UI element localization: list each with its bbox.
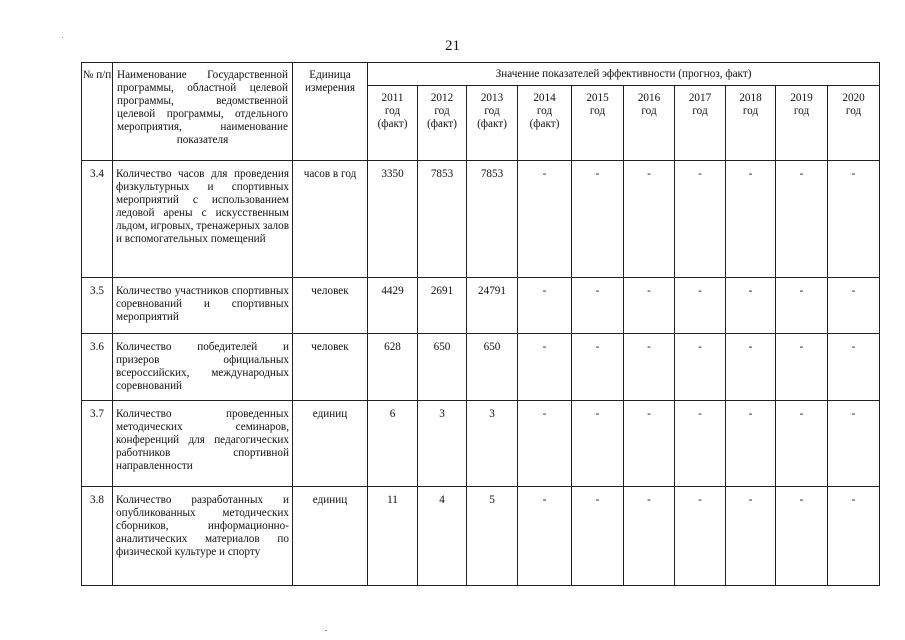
header-year-line: год: [742, 105, 759, 117]
indicator-value: 2691: [418, 278, 467, 334]
header-unit: Единица измерения: [293, 63, 368, 161]
indicator-value: -: [518, 278, 572, 334]
indicator-value: -: [675, 278, 726, 334]
header-name: Наименование Государственной программы, областной целевой программы, ведомственной целевой программы, отдельного мероприятия, наименование показателя: [113, 63, 293, 161]
indicator-value: -: [624, 278, 675, 334]
indicator-value: 4: [418, 487, 467, 586]
indicator-value: 7853: [467, 161, 518, 278]
indicator-value: 650: [467, 334, 518, 401]
indicator-value: -: [828, 278, 880, 334]
efficiency-indicators-table: [81, 62, 880, 586]
indicator-value: -: [828, 401, 880, 487]
indicator-value: -: [518, 401, 572, 487]
row-number: 3.5: [82, 278, 113, 334]
header-year-line: 2018: [739, 92, 762, 104]
header-year-line: год: [484, 105, 500, 117]
indicator-value: 24791: [467, 278, 518, 334]
unit-of-measure: единиц: [293, 401, 368, 487]
header-year-line: (факт): [377, 118, 408, 130]
header-year-9: [828, 86, 880, 161]
indicator-value: 4429: [368, 278, 418, 334]
indicator-value: 7853: [418, 161, 467, 278]
scan-artifact: [325, 630, 327, 631]
row-number: 3.6: [82, 334, 113, 401]
header-year-line: (факт): [477, 118, 507, 130]
indicator-value: -: [776, 401, 828, 487]
header-year-6: [675, 86, 726, 161]
indicator-name: Количество победителей и призеров официальных всероссийских, международных соревнований: [113, 334, 293, 401]
indicator-value: -: [518, 334, 572, 401]
header-year-2: [467, 86, 518, 161]
indicator-value: 11: [368, 487, 418, 586]
header-year-line: (факт): [427, 118, 457, 130]
indicator-value: -: [726, 401, 776, 487]
header-year-5: [624, 86, 675, 161]
indicator-value: -: [572, 334, 624, 401]
header-year-1: [418, 86, 467, 161]
indicator-value: -: [675, 401, 726, 487]
indicator-name: Количество разработанных и опубликованных методических сборников, информационно-аналитических материалов по физической культуре и спорту: [113, 487, 293, 586]
indicator-value: -: [776, 161, 828, 278]
header-year-line: год: [589, 105, 606, 117]
table-row: [82, 278, 880, 334]
indicator-value: 5: [467, 487, 518, 586]
indicator-name: Количество часов для проведения физкультурных и спортивных мероприятий с использованием ледовой арены с искусственным льдом, игровых, тренажерных залов и вспомогательных помещений: [113, 161, 293, 278]
indicator-value: -: [726, 334, 776, 401]
header-year-line: год: [434, 105, 450, 117]
row-number: 3.4: [82, 161, 113, 278]
indicator-value: -: [776, 278, 828, 334]
indicator-value: -: [572, 278, 624, 334]
header-year-line: 2014: [533, 92, 556, 104]
header-year-line: год: [384, 105, 401, 117]
unit-of-measure: человек: [293, 334, 368, 401]
header-year-line: 2019: [790, 92, 813, 104]
table-row: [82, 334, 880, 401]
indicator-value: 3: [467, 401, 518, 487]
header-year-7: [726, 86, 776, 161]
indicator-value: -: [675, 334, 726, 401]
header-year-line: год: [692, 105, 708, 117]
indicator-value: -: [518, 161, 572, 278]
header-year-0: [368, 86, 418, 161]
header-year-line: 2020: [842, 92, 865, 104]
indicator-value: 3: [418, 401, 467, 487]
indicator-value: 628: [368, 334, 418, 401]
header-values-group: Значение показателей эффективности (прогноз, факт): [368, 63, 880, 86]
indicator-value: -: [624, 487, 675, 586]
indicator-value: -: [828, 334, 880, 401]
header-year-4: [572, 86, 624, 161]
indicator-value: -: [776, 487, 828, 586]
table-row: [82, 401, 880, 487]
page-number: 21: [445, 38, 460, 54]
indicator-value: -: [572, 161, 624, 278]
header-year-line: 2015: [586, 92, 609, 104]
header-year-8: [776, 86, 828, 161]
indicator-value: -: [726, 487, 776, 586]
row-number: 3.7: [82, 401, 113, 487]
header-year-line: год: [793, 105, 810, 117]
indicator-value: -: [624, 161, 675, 278]
indicator-value: -: [624, 334, 675, 401]
header-year-line: год: [641, 105, 657, 117]
indicator-name: Количество участников спортивных соревнований и спортивных мероприятий: [113, 278, 293, 334]
indicator-value: 6: [368, 401, 418, 487]
header-num: № п/п: [82, 63, 113, 161]
unit-of-measure: единиц: [293, 487, 368, 586]
header-year-line: 2016: [637, 92, 661, 104]
table-row: [82, 161, 880, 278]
indicator-value: -: [518, 487, 572, 586]
indicator-value: -: [776, 334, 828, 401]
table-row: [82, 487, 880, 586]
indicator-value: 650: [418, 334, 467, 401]
row-number: 3.8: [82, 487, 113, 586]
indicator-value: -: [572, 401, 624, 487]
indicator-value: -: [572, 487, 624, 586]
indicator-value: -: [828, 487, 880, 586]
header-year-line: 2017: [688, 92, 712, 104]
header-year-line: (факт): [529, 118, 560, 130]
header-year-line: 2013: [480, 92, 504, 104]
indicator-value: -: [624, 401, 675, 487]
indicator-value: -: [675, 161, 726, 278]
table-body: [82, 161, 880, 586]
indicator-value: -: [675, 487, 726, 586]
indicator-value: -: [726, 278, 776, 334]
indicator-value: -: [726, 161, 776, 278]
unit-of-measure: человек: [293, 278, 368, 334]
header-year-line: год: [845, 105, 862, 117]
header-year-line: год: [536, 105, 553, 117]
header-row-top: [82, 63, 880, 86]
header-year-line: 2012: [430, 92, 454, 104]
unit-of-measure: часов в год: [293, 161, 368, 278]
indicator-value: -: [828, 161, 880, 278]
indicator-name: Количество проведенных методических семинаров, конференций для педагогических работников спортивной направленности: [113, 401, 293, 487]
header-year-line: 2011: [381, 92, 404, 104]
indicator-value: 3350: [368, 161, 418, 278]
header-year-3: [518, 86, 572, 161]
